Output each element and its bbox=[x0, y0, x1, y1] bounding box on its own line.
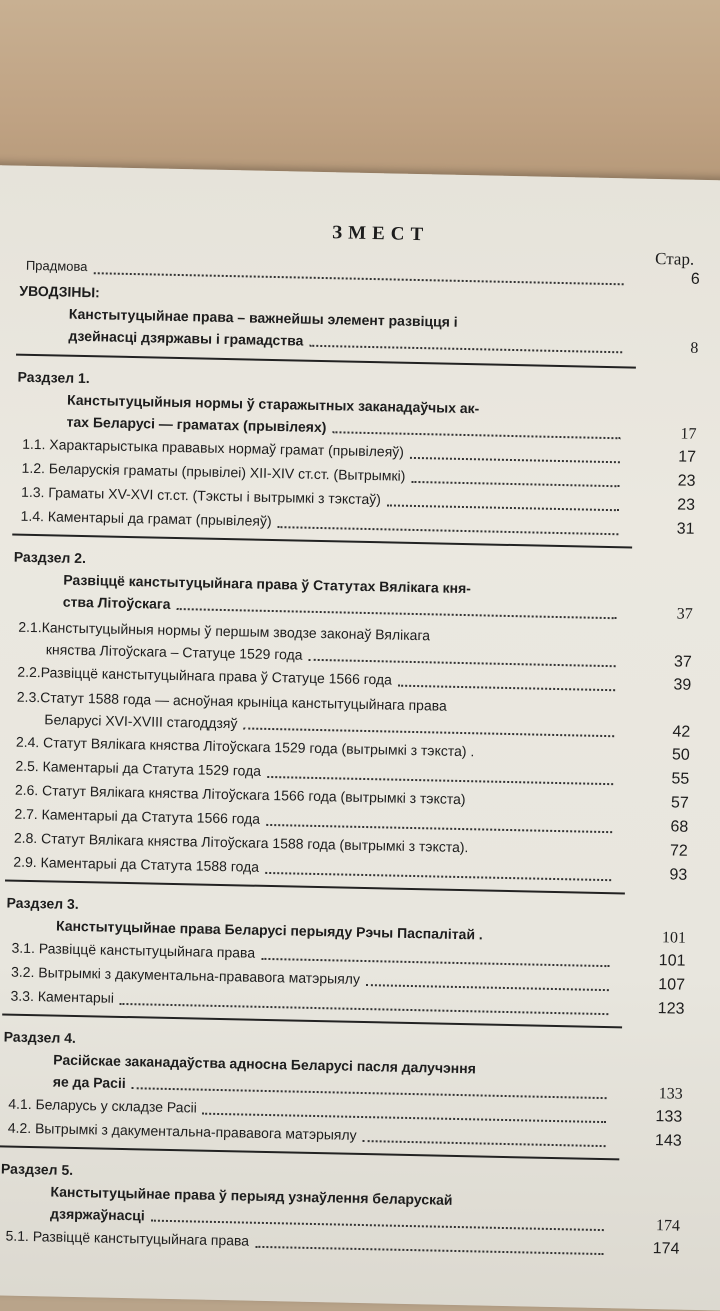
section-5-title-line2: дзяржаўнасці bbox=[49, 1205, 145, 1224]
section-4-title-line1: Расійскае заканадаўства адносна Беларусі пасля далучэння bbox=[53, 1051, 477, 1077]
toc-item-page: 23 bbox=[677, 496, 696, 514]
toc-intro-title-line2: дзейнасці дзяржавы і грамадства bbox=[68, 327, 304, 349]
toc-item-page: 55 bbox=[671, 770, 690, 788]
toc-item-page: 68 bbox=[670, 818, 689, 836]
toc-item-page: 101 bbox=[658, 952, 686, 970]
section-1-label: Раздзел 1. bbox=[17, 368, 90, 387]
section-2-label: Раздзел 2. bbox=[13, 548, 87, 567]
section-4-page: 133 bbox=[658, 1085, 683, 1103]
toc-item-text: 4.2. Вытрымкі з дакументальна-прававога матэрыялу bbox=[7, 1119, 357, 1143]
toc-item-page: 57 bbox=[670, 794, 689, 812]
toc-intro-title-line1: Канстытуцыйнае права – важнейшы элемент развіцця і bbox=[68, 305, 458, 330]
dot-leader bbox=[489, 940, 610, 944]
dot-leader bbox=[366, 983, 609, 991]
section-5-label: Раздзел 5. bbox=[0, 1160, 74, 1178]
toc-item-text: 1.4. Каментарыі да грамат (прывілеяў) bbox=[20, 507, 272, 529]
section-3-label: Раздзел 3. bbox=[6, 894, 79, 913]
dot-leader bbox=[176, 607, 616, 619]
toc-item-page: 72 bbox=[669, 842, 688, 860]
toc-item-text-cont: княства Літоўскага – Статуце 1529 года bbox=[45, 641, 303, 663]
toc-item-text: 2.8. Статут Вялікага княства Літоўскага 1588 года (вытрымкі з тэкста). bbox=[13, 829, 469, 856]
toc-item-text: 2.3.Статут 1588 года — асноўная крыніца канстытуцыйнага права bbox=[16, 688, 447, 714]
section-4-label: Раздзел 4. bbox=[3, 1028, 77, 1046]
toc-intro-page: 8 bbox=[690, 339, 699, 357]
section-2-title-line1: Развіццё канстытуцыйнага права ў Статутах Вялікага кня- bbox=[63, 571, 472, 597]
table-of-contents bbox=[0, 216, 701, 1262]
toc-item-text: 3.1. Развіццё канстытуцыйнага права bbox=[11, 939, 256, 961]
section-3-title-line1: Канстытуцыйнае права Беларусі перыяду Рэчы Паспалітай . bbox=[55, 917, 483, 943]
toc-item-text: 4.1. Беларусь у складзе Расіі bbox=[8, 1095, 197, 1116]
toc-item-text: 2.9. Каментарыі да Статута 1588 года bbox=[13, 853, 260, 875]
toc-item-page: 42 bbox=[672, 723, 691, 741]
toc-item-text: 1.2. Беларускія граматы (прывілеі) XII-XIV ст.ст. (Вытрымкі) bbox=[21, 459, 406, 484]
toc-item-page: 133 bbox=[655, 1108, 683, 1126]
dot-leader bbox=[480, 757, 613, 761]
toc-item-text: 2.2.Развіццё канстытуцыйнага права ў Статуце 1566 года bbox=[17, 663, 393, 688]
toc-item-text: 3.3. Каментарыі bbox=[10, 987, 115, 1006]
dot-leader bbox=[120, 1002, 609, 1015]
toc-item-page: 37 bbox=[673, 653, 692, 671]
dot-leader bbox=[277, 525, 618, 535]
section-5-title-line1: Канстытуцыйнае права ў перыяд узнаўлення беларускай bbox=[50, 1183, 453, 1208]
section-2-page: 37 bbox=[676, 605, 693, 623]
section-1-title-line2: тах Беларусі — граматах (прывілеях) bbox=[66, 413, 327, 436]
page-column-header: Стар. bbox=[654, 248, 695, 269]
toc-item-text: 2.4. Статут Вялікага княства Літоўскага 1529 года (вытрымкі з тэкста) . bbox=[15, 733, 475, 760]
toc-item-page: 107 bbox=[658, 976, 686, 994]
dot-leader bbox=[387, 503, 619, 511]
section-5-page: 174 bbox=[655, 1217, 681, 1235]
toc-item-page: 31 bbox=[676, 520, 695, 538]
section-1-title-line1: Канстытуцыйныя нормы ў старажытных заканадаўчых ак- bbox=[66, 391, 480, 417]
book-page bbox=[0, 165, 720, 1311]
toc-item-text: 2.6. Статут Вялікага княства Літоўскага 1566 года (вытрымкі з тэкста) bbox=[14, 781, 466, 808]
dot-leader bbox=[398, 684, 615, 692]
dot-leader bbox=[474, 853, 611, 857]
dot-leader bbox=[471, 805, 612, 809]
toc-preface-page: 6 bbox=[690, 270, 700, 288]
toc-item-page: 50 bbox=[671, 746, 690, 764]
section-1-page: 17 bbox=[680, 425, 697, 443]
dot-leader bbox=[309, 344, 622, 354]
section-3-page: 101 bbox=[661, 929, 687, 947]
toc-item-text: 1.1. Характарыстыка прававых нормаў грамат (прывілеяў) bbox=[22, 435, 405, 460]
toc-preface-label: Прадмова bbox=[25, 257, 88, 275]
section-4-title-line2: яе да Расіі bbox=[52, 1073, 126, 1092]
toc-item-text: 2.7. Каментарыі да Статута 1566 года bbox=[14, 805, 261, 827]
toc-intro-label: УВОДЗІНЫ: bbox=[19, 282, 100, 301]
toc-item-text: 5.1. Развіццё канстытуцыйнага права bbox=[5, 1227, 250, 1249]
toc-item-page: 143 bbox=[654, 1132, 682, 1150]
toc-item-text: 3.2. Вытрымкі з дакументальна-прававога матэрыялу bbox=[10, 963, 361, 987]
toc-item-text-cont: Беларусі XVI-XVIII стагоддзяў bbox=[44, 711, 238, 732]
dot-leader bbox=[363, 1139, 606, 1147]
dot-leader bbox=[332, 430, 620, 439]
toc-item-text: 1.3. Граматы XV-XVI ст.ст. (Тэксты і вытрымкі з тэкстаў) bbox=[20, 483, 382, 508]
toc-item-page: 123 bbox=[657, 1000, 685, 1018]
page-title: ЗМЕСТ bbox=[331, 222, 430, 246]
dot-leader bbox=[411, 480, 619, 487]
toc-item-text: 2.1.Канстытуцыйныя нормы ў першым зводзе законаў Вялікага bbox=[18, 618, 431, 644]
toc-item-page: 23 bbox=[677, 472, 696, 490]
dot-leader bbox=[265, 871, 611, 881]
toc-item-page: 17 bbox=[678, 448, 697, 466]
toc-item-text: 2.5. Каментарыі да Статута 1529 года bbox=[15, 757, 262, 779]
dot-leader bbox=[410, 456, 620, 463]
toc-item-page: 39 bbox=[673, 676, 692, 694]
toc-item-page: 174 bbox=[652, 1240, 680, 1258]
toc-item-page: 93 bbox=[669, 866, 688, 884]
section-2-title-line2: ства Літоўскага bbox=[62, 593, 171, 612]
dot-leader bbox=[255, 1245, 603, 1255]
